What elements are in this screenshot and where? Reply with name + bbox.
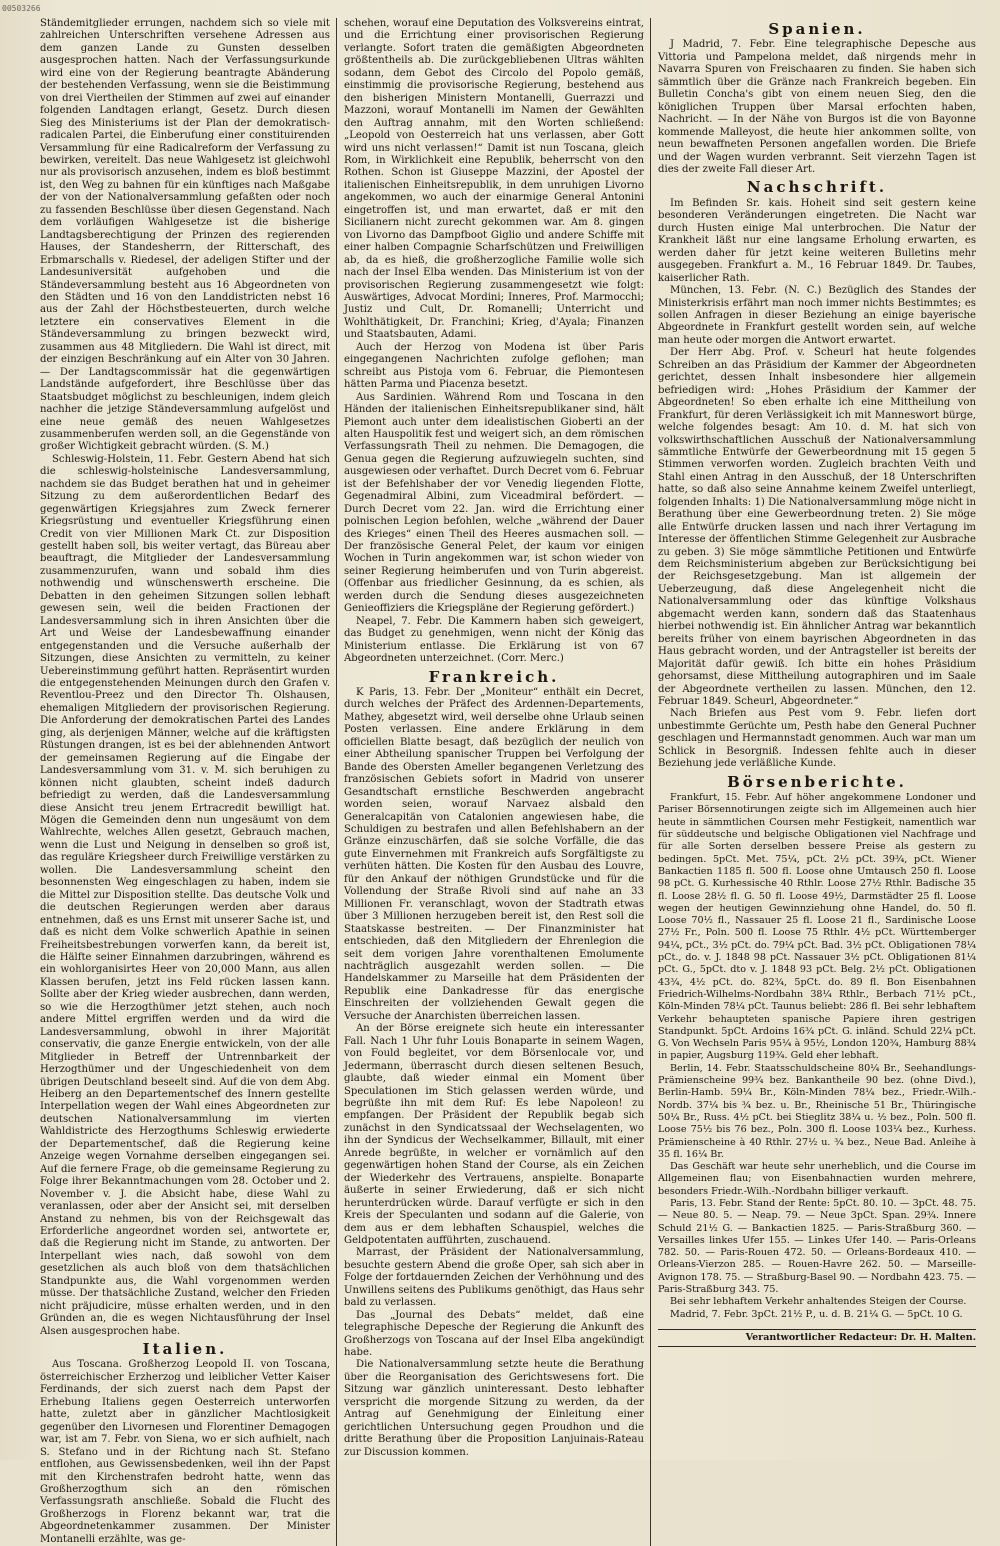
article-paris-boerse: An der Börse ereignete sich heute ein interessanter Fall. Nach 1 Uhr fuhr Louis Bonaparte in seinem Wagen, von Fould begleitet, vor dem Börsenlocale vor, und Jedermann, überrascht durch diesen seltenen Besuch, glaubte, daß wieder einmal ein Moment über Speculationen im Stich gelassen werden würde, und begrüßte ihn mit dem Ruf: Es lebe Napoleon! zu empfangen. Der Präsident der Republik begab sich zunächst in den Syndicatssaal der Wechselagenten, wo ihn der Syndicus der Wechselkammer, Billault, mit einer Anrede begrüßte, in welcher er vornämlich auf den gegenwärtigen hohen Stand der Course, als ein Zeichen der Wiederkehr des Vertrauens, anspielte. Bonaparte äußerte in seiner Erwiederung, daß er sich nicht herunterdrücken würde. Darauf verfügte er sich in den Kreis der Speculanten und sodann auf die Galerie, von dem aus er dem lebhaften Schauspiel, welches die Geldpotentaten aufführten, zuschauend. xyxy=(344,1023,644,1246)
article-muenchen: München, 13. Febr. (N. C.) Bezüglich des Standes der Ministerkrisis erfährt man noch immer nichts Bestimmtes; es sollen Anfragen in dieser Beziehung an einige bayerische Abgeordnete in Frankfurt gestellt worden sein, auf welche man heute oder morgen die Antwort erwartet. xyxy=(658,285,976,346)
article-modena: Auch der Herzog von Modena ist über Paris eingegangenen Nachrichten zufolge geflohen; man schreibt aus Pistoja vom 6. Februar, die Piemontesen hätten Parma und Piacenza besetzt. xyxy=(344,341,644,391)
section-title-nachschrift: Nachschrift. xyxy=(746,178,888,197)
article-toscana: Aus Toscana. Großherzog Leopold II. von Toscana, österreichischer Erzherzog und leiblicher Vetter Kaiser Ferdinands, der sich zuerst nach dem Papst der Erhebung Italiens gegen Oesterreich unterworfen hatte, zuletzt aber in gänzlicher Machtlosigkeit gegenüber den Livornesen und Florentiner Demagogen war, ist am 7. Febr. von Siena, wo er sich aufhielt, nach S. Stefano und in der Richtung nach St. Stefano entflohen, aus Gewissensbedenken, weil ihn der Papst mit den Kirchenstrafen bedroht hatte, wenn das Großherzogthum sich an den römischen Verfassungsrath anschließe. Sobald die Flucht des Großherzogs in Florenz bekannt war, trat die Abgeordnetenkammer zusammen. Der Minister Montanelli erzählte, was ge- xyxy=(40,1359,330,1545)
article-pest: Nach Briefen aus Pest vom 9. Febr. liefen dort unbestimmte Gerüchte um, Pesth habe den General Puchner geschlagen und Hermannstadt genommen. Auch war man um Schlick in Besorgniß. Indessen fehlte auch in dieser Beziehung jede verläßliche Kunde. xyxy=(658,708,976,770)
article-scheurl-letter: Der Herr Abg. Prof. v. Scheurl hat heute folgendes Schreiben an das Präsidium der Kammer der Abgeordneten gerichtet, dessen Inhalt insbesondere hier allgemein befriedigen wird: „Hohes Präsidium der Kammer der Abgeordneten! So eben erhalte ich eine Mittheilung von Frankfurt, für deren Verlässigkeit ich mit Manneswort bürge, welche folgendes besagt: Am 10. d. M. hat sich von volkswirthschaftlichen Ausschuß der Nationalversammlung sämmtliche Entwürfe der Gewerbeordnung mit 15 gegen 5 Stimmen verworfen worden. Zugleich brachten Veith und Stahl einen Antrag in den Ausschuß, der 18 Unterschriften hatte, so daß also seine Annahme keinem Zweifel unterliegt, folgenden Inhalts: 1) Die Nationalversammlung möge nicht in Berathung über eine Gewerbeordnung treten. 2) Sie möge alle Entwürfe drucken lassen und nach ihrer Vertagung im Interesse der öffentlichen Stimme Gelegenheit zur Ausbrache zu geben. 3) Sie möge sämmtliche Petitionen und Entwürfe dem Reichsministerium abgeben zur Berücksichtigung bei der Reichsgesetzgebung. Man ist allgemein der Ueberzeugung, daß diese Angelegenheit nicht die Nationalversammlung oder das künftige Volkshaus abgemacht werden kann, sondern daß das Staatenhaus hierbei nothwendig ist. Ein ähnlicher Antrag war bekanntlich bereits früher von einem bayrischen Abgeordneten in das Haus gebracht worden, und der Antragsteller ist bereits der Majorität dafür gewiß. Ich bitte ein hohes Präsidium gehorsamst, diese Mittheilung autographiren und im Saale der Abgeordnete vertheilen zu lassen. München, den 12. Februar 1849. Scheurl, Abgeordneter.“ xyxy=(658,347,976,708)
column-middle xyxy=(344,18,644,1546)
report-paris-note: Bei sehr lebhaftem Verkehr anhaltendes Steigen der Course. xyxy=(670,1296,967,1308)
article-sardinien: Aus Sardinien. Während Rom und Toscana in den Händen der italienischen Einheitsrepublikaner sind, hält Piemont auch unter dem idealistischen Gioberti an der alten Hauspolitik fest und weigert sich, an dem römischen Verfassungsrath Theil zu nehmen. Die Demagogen, die Genua gegen die Regierung aufzuwiegeln suchten, sind ausgewiesen oder verhaftet. Durch Decret vom 6. Februar ist der Befehlshaber der vor Venedig liegenden Flotte, Gegenadmiral Albini, zum Viceadmiral befördert. — Durch Decret vom 22. Jan. wird die Errichtung einer polnischen Legion befohlen, welche „während der Dauer des Krieges“ einen Theil des Heeres ausmachen soll. — Der französische General Pelet, der kaum vor einigen Wochen in Turin angekommen war, ist schon wieder von seiner Regierung heimberufen und von Turin abgereist. (Offenbar aus friedlicher Gesinnung, da es schien, als werden durch die Sendung dieses ausgezeichneten Genieoffiziers die Kriegspläne der Regierung gefördert.) xyxy=(344,391,644,615)
column-left xyxy=(40,18,330,1546)
report-berlin-note: Das Geschäft war heute sehr unerheblich, und die Course im Allgemeinen flau; von Eisenbahnactien wurden mehrere, besonders Friedr.-Wilh.-Nordbahn billiger verkauft. xyxy=(658,1161,976,1197)
section-title-boersenberichte: Börsenberichte. xyxy=(727,772,907,791)
report-madrid: Madrid, 7. Febr. 3pCt. 21½ P., u. d. B. 21¼ G. — 5pCt. 10 G. xyxy=(670,1308,963,1320)
article-journal-des-debats: Das „Journal des Debats“ meldet, daß eine telegraphische Depesche der Regierung die Ankunft des Großherzogs von Toscana auf der Insel Elba angekündigt habe. xyxy=(344,1309,644,1359)
article-paris-moniteur: K Paris, 13. Febr. Der „Moniteur“ enthält ein Decret, durch welches der Präfect des Ardennen-Departements, Mathey, abgesetzt wird, weil derselbe ohne Urlaub seinen Posten verlassen. Eine andere Erklärung in dem officiellen Blatte besagt, daß bezüglich der neulich von einer Abtheilung spanischer Truppen bei Verfolgung der Bande des Obersten Ameller begangenen Verletzung des französischen Gebiets sofort in Madrid von unserer Gesandtschaft ernstliche Beschwerden angebracht worden seien, worauf Narvaez alsbald den Generalcapitän von Catalonien angewiesen habe, die Schuldigen zu bestrafen und allen Befehlshabern an der Gränze einzuschärfen, daß sie solche Vorfälle, die das gute Einvernehmen mit Frankreich aufs Sorgfältigste zu verhüten hätten. Die Kosten für den Ausbau des Louvre, für den Ankauf der nöthigen Grundstücke und für die Vollendung der Straße Rivoli sind auf nahe an 33 Millionen Fr. veranschlagt, wovon der Stadtrath etwas über 3 Millionen herzugeben bereit ist, den Rest soll die Staatskasse bestreiten. — Der Finanzminister hat entschieden, daß den Mitgliedern der Ehrenlegion die seit dem vorigen Jahre vorenthaltenen Emolumente nachträglich ausgezahlt werden sollen. — Die Handelskammer zu Marseille hat dem Präsidenten der Republik eine Dankadresse für das energische Einschreiten der vollziehenden Gewalt gegen die Versuche der Anarchisten überreichen lassen. xyxy=(344,687,644,1022)
section-title-spanien: Spanien. xyxy=(768,20,866,38)
article-neapel: Neapel, 7. Febr. Die Kammern haben sich geweigert, das Budget zu genehmigen, wenn nicht der König das Ministerium entlasse. Die Erklärung ist von 67 Abgeordneten unterzeichnet. (Corr. Merc.) xyxy=(344,615,644,665)
article-toscana-continuation: schehen, worauf eine Deputation des Volksvereins eintrat, und die Errichtung einer provisorischen Regierung verlangte. Sofort traten die gemäßigten Abgeordneten größtentheils ab. Die zurückgebliebenen Ultras wählten sodann, dem Gebot des Circolo del Popolo gemäß, einstimmig die provisorische Regierung, bestehend aus den bisherigen Ministern Montanelli, Guerrazzi und Mazzoni, worauf Montanelli im Namen der Gewählten den Auftrag annahm, mit den Worten schließend: „Leopold von Oesterreich hat uns verlassen, aber Gott wird uns nicht verlassen!“ Damit ist nun Toscana, gleich Rom, in Wirklichkeit eine Republik, beherrscht von den Rothen. Schon ist Giuseppe Mazzini, der Apostel der italienischen Einheitsrepublik, in dem unruhigen Livorno angekommen, wo auch der einarmige General Antonini eingetroffen ist, und man erwartet, daß er mit den Sicilianern nicht zurecht gekommen war. Am 8. gingen von Livorno das Dampfboot Giglio und andere Schiffe mit einer halben Compagnie Scharfschützen und Freiwilligen ab, da es hieß, die großherzogliche Familie wolle sich nach der Insel Elba wenden. Das Ministerium ist von der provisorischen Regierung zusammengesetzt wie folgt: Auswärtiges, Advocat Mordini; Inneres, Prof. Marmocchi; Justiz und Cult, Dr. Romanelli; Unterricht und Wohlthätigkeit, Dr. Franchini; Krieg, d'Ayala; Finanzen und Staatsbauten, Adami. xyxy=(344,18,644,341)
section-title-italien: Italien. xyxy=(142,1340,228,1359)
section-title-frankreich: Frankreich. xyxy=(428,667,560,686)
responsible-editor-line: Verantwortlicher Redacteur: Dr. H. Malten. xyxy=(658,1329,976,1347)
article-marrast: Marrast, der Präsident der Nationalversammlung, besuchte gestern Abend die große Oper, sah sich aber in Folge der fortdauernden Zeichen der Verhöhnung und des Unwillens seitens des Publikums genöthigt, das Haus sehr bald zu verlassen. xyxy=(344,1247,644,1309)
column-right xyxy=(658,18,976,1546)
report-berlin: Berlin, 14. Febr. Staatsschuldscheine 80¼ Br., Seehandlungs-Prämienscheine 99¾ bez. Bankantheile 90 bez. (ohne Divd.), Berlin-Hamb. 59¼ Br., Köln-Minden 78¼ bez., Friedr.-Wilh.-Nordb. 37¼ bis ¾ bez. u. Br., Rheinische 51 Br., Thüringische 50¼ Br., Russ. 4½ pCt. bei Stieglitz 38¼ u. ½ bez., Poln. 500 fl. Loose 75½ bis 76 bez., Poln. 300 fl. Loose 103¼ bez., Kurhess. Prämienscheine à 40 Rthlr. 27½ u. ¾ bez., Neue Bad. Anleihe à 35 fl. 16¼ Br. xyxy=(658,1062,976,1160)
article-schleswig-holstein: Schleswig-Holstein, 11. Febr. Gestern Abend hat sich die schleswig-holsteinische Landesversammlung, nachdem sie das Budget berathen hat und in geheimer Sitzung zu dem außerordentlichen Bedarf des gegenwärtigen Kriegsjahres zum Zweck fernerer Kriegsrüstung und eventueller Kriegsführung einen Credit von vier Millionen Mark Ct. zur Disposition gestellt haben soll, bis weiter vertagt, das Büreau aber beauftragt, die Mitglieder der Landesversammlung zusammenzurufen, wann und sobald ihm dies nothwendig und wünschenswerth erscheine. Die Debatten in den geheimen Sitzungen sollen lebhaft gewesen sein, weil die beiden Fractionen der Landesversammlung sich in ihren Ansichten über die Art und Weise der Landesbewaffnung einander entgegenstanden und die Versuche außerhalb der Sitzungen, diese Ansichten zu vermitteln, zu keiner Uebereinstimmung geführt hatten. Repräsentirt wurden die entgegenstehenden Meinungen durch den Grafen v. Reventlou-Preez und den Director Th. Olshausen, ehemaligen Mitgliedern der provisorischen Regierung. Die Anforderung der demokratischen Partei des Landes ging, als derjenigen Männer, welche auf die kräftigsten Rüstungen drangen, ist es bei der ablehnenden Antwort der gemeinsamen Regierung auf die Eingabe der Landesversammlung vom 31. v. M. sich beruhigen zu können nicht glaubten, scheint indeß dadurch befriedigt zu werden, daß die Landesversammlung diese Ansicht treu jenem Ertracredit bewilligt hat. Mögen die Gemeinden denn nun ungesäumt von dem Wahlrechte, welches Allen gesetzt, Gebrauch machen, wenn die Lust und Neigung in denselben so groß ist, das reguläre Kriegsheer durch Freiwillige verstärken zu wollen. Die Landesversammlung scheint den besonnensten Weg eingeschlagen zu haben, indem sie die Mittel zur Disposition stellte. Das deutsche Volk und die deutschen Regierungen werden aber daraus entnehmen, daß es uns Ernst mit unserer Sache ist, und daß es nicht dem Volke schwerlich Apathie in seinen Freiheitsbestrebungen vorwerfen kann, da bereit ist, die Hälfte seiner Einnahmen darzubringen, während es ein wohlorganisirtes Heer von 20,000 Mann, aus allen Klassen berufen, jetzt ins Feld rücken lassen kann. Sollte aber der Krieg wieder ausbrechen, dann werden, so wie die Herzogthümer jetzt stehen, auch noch andere Mittel ergriffen werden und da wird die Landesversammlung, obwohl in ihrer Majorität conservativ, die ganze Energie entwickeln, von der alle Mitglieder in Betreff der Untrennbarkeit der Herzogthümer und der Ungeschiedenheit von dem übrigen Deutschland beseelt sind. Auf die von dem Abg. Heiberg an den Departementschef des Innern gestellte Interpellation wegen der Wahl eines Abgeordneten zur deutschen Nationalversammlung im vierten Wahldistricte des Herzogthums Schleswig erwiederte der Departementschef, daß die Regierung keine Anzeige wegen Vornahme derselben eingegangen sei. Auf die fernere Frage, ob die gemeinsame Regierung zu Folge ihrer Bekanntmachungen vom 28. October und 2. November v. J. die Absicht habe, diese Wahl zu veranlassen, oder aber der Ansicht sei, mit derselben Anstand zu nehmen, bis von der Reichsgewalt das Erforderliche angeordnet worden sei, antwortete er, daß die Regierung nicht im Stande, zu antworten. Der Interpellant wies nach, daß sowohl von dem gesetzlichen als auch bloß von dem thatsächlichen Standpunkte aus, die Wahl vorgenommen werden müsse. Der thatsächliche Zustand, welcher den Frieden nicht präjudicire, müsse erhalten werden, und in den Gründen an, die es wegen Nichtausführung der Insel Alsen ausgesprochen habe. xyxy=(40,453,330,1337)
article-nationalversammlung: Die Nationalversammlung setzte heute die Berathung über die Reorganisation des Gerichtswesens fort. Die Sitzung war gänzlich uninteressant. Desto lebhafter verspricht die morgende Sitzung zu werden, da der Antrag auf Genehmigung der Einleitung einer gerichtlichen Untersuchung gegen Proudhon und die dritte Berathung über die Proposition Lanjuinais-Rateau zur Discussion kommen. xyxy=(344,1359,644,1458)
article-madrid: J Madrid, 7. Febr. Eine telegraphische Depesche aus Vittoria und Pampelona meldet, daß nirgends mehr in Navarra Spuren von Freischaaren zu finden. Sie haben sich sämmtlich über die Gränze nach Frankreich begeben. Ein Bulletin Concha's gibt von einem neuen Sieg, den die königlichen Truppen über Marsal erfochten haben, Nachricht. — In der Nähe von Burgos ist die von Bayonne kommende Malleyost, die heute hier ankommen sollte, von neun bewaffneten Personen angefallen worden. Die Briefe und der Wagen wurden verbrannt. Seit vierzehn Tagen ist dies der zweite Fall dieser Art. xyxy=(658,39,976,175)
article-columns xyxy=(40,18,978,1545)
article-bulletin: Im Befinden Sr. kais. Hoheit sind seit gestern keine besonderen Veränderungen eingetreten. Die Nacht war durch Husten einige Mal unterbrochen. Die Natur der Krankheit läßt nur eine langsame Erholung erwarten, es werden daher für jetzt keine weiteren Bulletins mehr ausgegeben. Frankfurt a. M., 16 Februar 1849. Dr. Taubes, kaiserlicher Rath. xyxy=(658,197,976,284)
scan-id-label: 00503266 xyxy=(2,4,41,13)
report-paris: Paris, 13. Febr. Stand der Rente: 5pCt. 80. 10. — 3pCt. 48. 75. — Neue 80. 5. — Neap. 79. — Neue 3pCt. Span. 29¾. Innere Schuld 21½ G. — Bankactien 1825. — Paris-Straßburg 360. — Versailles linkes Ufer 155. — Linkes Ufer 140. — Paris-Orleans 782. 50. — Paris-Rouen 472. 50. — Orleans-Bordeaux 410. — Orleans-Vierzon 285. — Rouen-Havre 262. 50. — Marseille-Avignon 178. 75. — Straßburg-Basel 90. — Nordbahn 423. 75. — Paris-Straßburg 343. 75. xyxy=(658,1197,976,1296)
article-hessen-continuation: Ständemitglieder errungen, nachdem sich so viele mit zahlreichen Unterschriften versehene Adressen aus dem ganzen Lande zu Gunsten desselben ausgesprochen hatten. Nach der Verfassungsurkunde wird eine von der Regierung beantragte Abänderung der bestehenden Verfassung, wenn sie die Beistimmung von drei Viertheilen der Stimmen auf zwei auf einander folgenden Landtagen erlangt, Gesetz. Durch diesen Sieg des Ministeriums ist der Plan der demokratisch-radicalen Partei, die Einberufung einer constituirenden Versammlung für eine Radicalreform der Verfassung zu bewirken, vereitelt. Das neue Wahlgesetz ist gleichwohl nur als provisorisch anzusehen, indem es bloß bestimmt ist, den Weg zu bahnen für ein künftiges nach Maßgabe der von der Nationalversammlung gefaßten oder noch zu fassenden Beschlüsse über diesen Gegenstand. Nach dem vorläufigen Wahlgesetze ist die bisherige Landtagsberechtigung der Prinzen des regierenden Hauses, der Standesherrn, der Ritterschaft, des Erbmarschalls v. Riedesel, der adeligen Stifter und der Landesuniversität aufgehoben und die Ständeversammlung besteht aus 16 Abgeordneten von den Städten und 16 von den Landdistricten nebst 16 aus der Zahl der Höchstbesteuerten, durch welche letztere ein conservatives Element in die Ständeversammlung zu bringen bezweckt wird, zusammen aus 48 Mitgliedern. Die Wahl ist direct, mit der einzigen Beschränkung auf ein Alter von 30 Jahren. — Der Landtagscommissär hat die gegenwärtigen Landstände aufgefordert, ihre Beschlüsse über das Staatsbudget möglichst zu beschleunigen, indem gleich nachher die jetzige Ständeversammlung aufgelöst und eine neue gemäß des neuen Wahlgesetzes zusammenberufen werden soll, an die Gegenstände von großer Wichtigkeit gebracht würden. (S. M.) xyxy=(40,18,330,453)
report-frankfurt: Frankfurt, 15. Febr. Auf höher angekommene Londoner und Pariser Börsennotirungen zeigte sich im Allgemeinen auch hier heute in sämmtlichen Coursen mehr Festigkeit, namentlich war für süddeutsche und belgische Obligationen viel Nachfrage und für alle Sorten derselben bessere Preise als gestern zu bedingen. 5pCt. Met. 75¼, pCt. 2½ pCt. 39¾, pCt. Wiener Bankactien 1185 fl. 500 fl. Loose ohne Umtausch 250 fl. Loose 98 pCt. G. Kurhessische 40 Rthlr. Loose 27½ Rthlr. Badische 35 fl. Loose 28½ fl. G. 50 fl. Loose 49½, Darmstädter 25 fl. Loose wegen der heutigen Gewinnziehung ohne Handel, do. 50 fl. Loose 70½ fl., Nassauer 25 fl. Loose 21 fl., Sardinische Loose 27½ Fr., Poln. 500 fl. Loose 75 Rthlr. 4½ pCt. Württemberger 94¼, pCt., 3½ pCt. do. 79¼ pCt. Bad. 3½ pCt. Obligationen 78¼ pCt., do. v. J. 1848 98 pCt. Nassauer 3½ pCt. Obligationen 81¼ pCt. G., 5pCt. dto v. J. 1848 93 pCt. Belg. 2½ pCt. Obligationen 43¾, 4½ pCt. do. 82¾, 5pCt. do. 89 fl. Bon Eisenbahnen Friedrich-Wilhelms-Nordbahn 38¼ Rthlr., Berbach 71½ pCt., Köln-Minden 78¼ pCt. Taunus beliebt: 286 fl. Bei sehr lebhaftem Verkehr behaupteten spanische Papiere ihren gestrigen Standpunkt. 5pCt. Ardoins 16¾ pCt. G. inländ. Schuld 22¼ pCt. G. Von Wechseln Paris 95¼ à 95½, London 120¾, Hamburg 88¾ in papier, Augsburg 119¾. Geld eher lebhaft. xyxy=(658,792,976,1062)
stock-reports xyxy=(658,792,976,1321)
